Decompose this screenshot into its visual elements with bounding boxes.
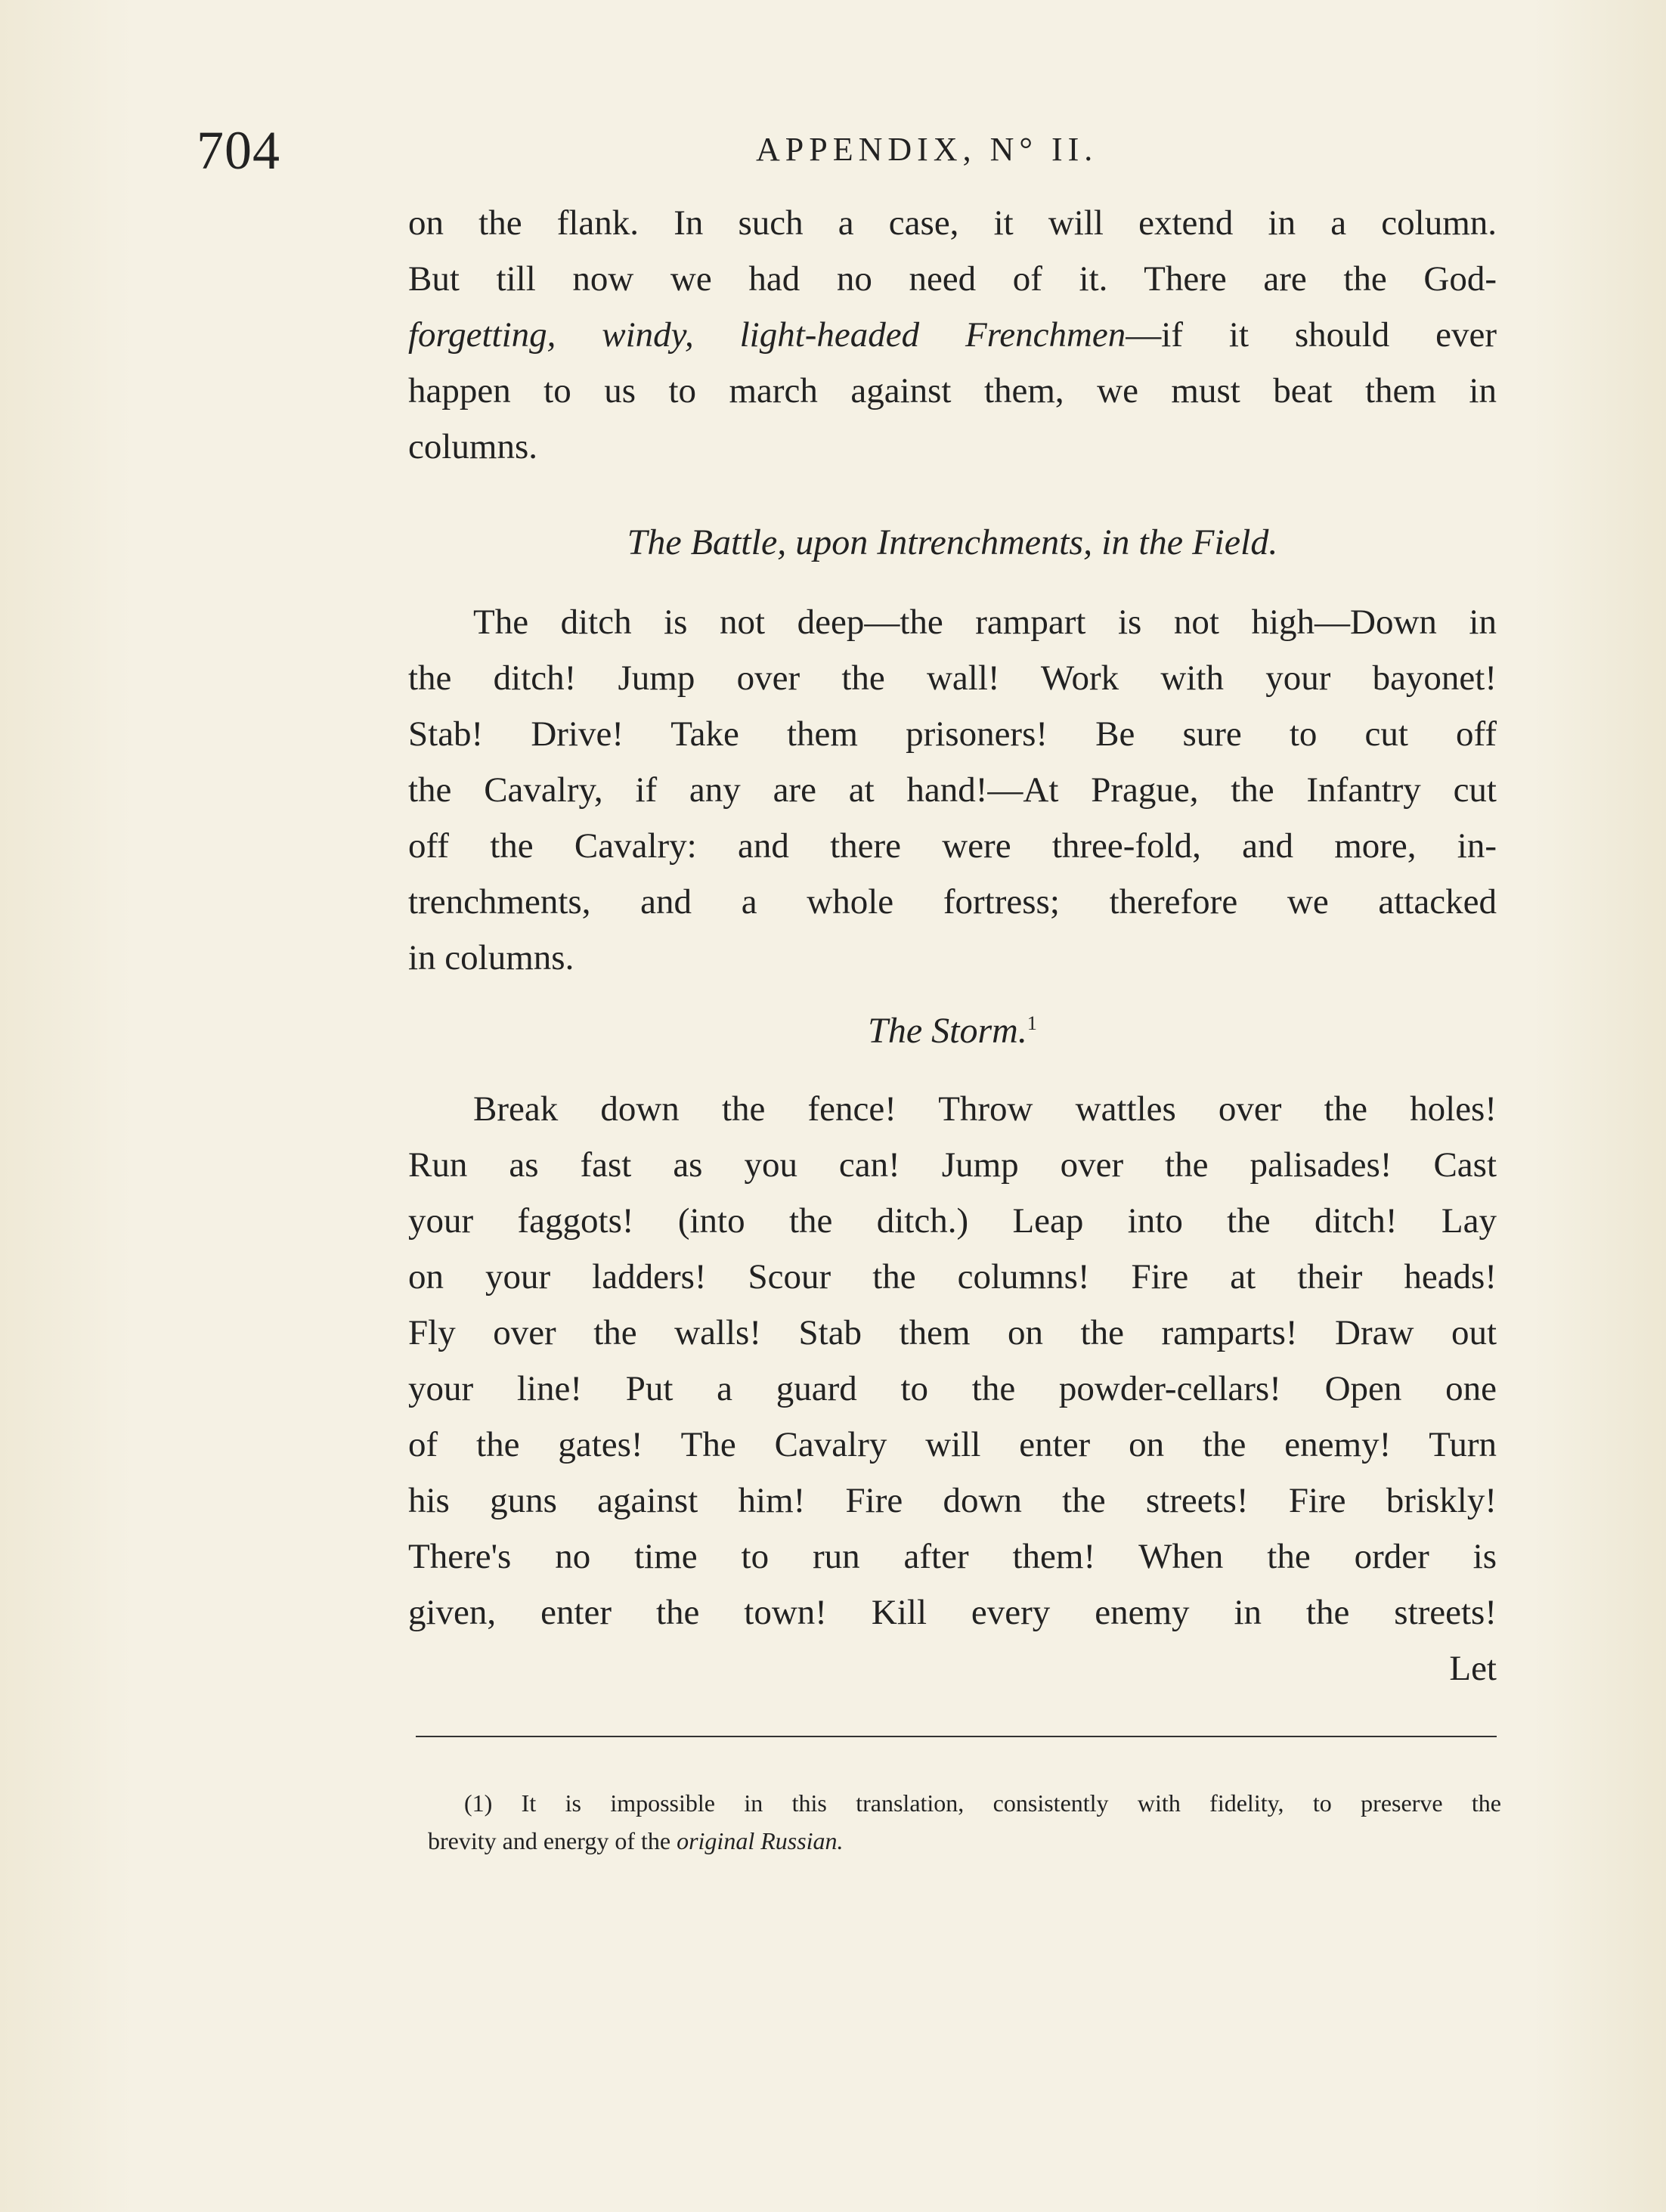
text-line: happen to us to march against them, we must beat them in [408,371,1497,410]
paragraph-3 [408,1081,1497,1696]
text-line: There's no time to run after them! When the order is [408,1537,1497,1576]
text-line: given, enter the town! Kill every enemy in the streets! [408,1593,1497,1632]
text-line: The ditch is not deep—the rampart is not high—Down in [473,603,1497,642]
text-line [408,307,1497,363]
running-head: APPENDIX, N° II. [756,131,1098,168]
text-line: your faggots! (into the ditch.) Leap into the ditch! Lay [408,1201,1497,1241]
text-line: Stab! Drive! Take them prisoners! Be sure to cut off [408,714,1497,754]
text-line: in columns. [408,938,574,977]
italic-phrase: forgetting, windy, light-headed Frenchmen [408,315,1126,355]
footnote-marker: 1 [1027,1012,1037,1034]
text-line: trenchments, and a whole fortress; therefore we attacked [408,882,1497,922]
italic-phrase: original Russian. [677,1827,844,1854]
page-header [197,119,1497,180]
text-line: your line! Put a guard to the powder-cellars! Open one [408,1369,1497,1408]
text-line: the ditch! Jump over the wall! Work with your bayonet! [408,658,1497,698]
text-line: the Cavalry, if any are at hand!—At Prague, the Infantry cut [408,770,1497,810]
text-line: his guns against him! Fire down the streets! Fire briskly! [408,1481,1497,1520]
footnote-divider [416,1736,1497,1737]
text-line: Fly over the walls! Stab them on the ramparts! Draw out [408,1313,1497,1352]
paragraph-2 [408,594,1497,986]
heading-text: The Storm. [868,1011,1027,1051]
section-heading-battle: The Battle, upon Intrenchments, in the Field. [627,522,1278,562]
text-line: Run as fast as you can! Jump over the palisades! Cast [408,1145,1497,1185]
text-fragment: brevity and energy of the [428,1827,677,1854]
footnote [428,1784,1501,1860]
text-line: Break down the fence! Throw wattles over the holes! [473,1089,1497,1129]
text-line: But till now we had no need of it. There are the God- [408,259,1497,299]
footnote-line: (1) It is impossible in this translation, consistently with fidelity, to preserve the [464,1789,1501,1817]
text-line: off the Cavalry: and there were three-fold, and more, in- [408,826,1497,866]
text-line: of the gates! The Cavalry will enter on the enemy! Turn [408,1425,1497,1464]
page-number: 704 [197,120,280,181]
text-line: on your ladders! Scour the columns! Fire at their heads! [408,1257,1497,1297]
section-heading-storm [408,1010,1497,1052]
footnote-line [428,1822,1501,1860]
text-fragment: —if it should ever [1126,315,1497,355]
paragraph-1 [408,195,1497,475]
catchword: Let [1449,1649,1497,1688]
text-line: columns. [408,427,538,466]
text-line: on the flank. In such a case, it will extend in a column. [408,203,1497,243]
